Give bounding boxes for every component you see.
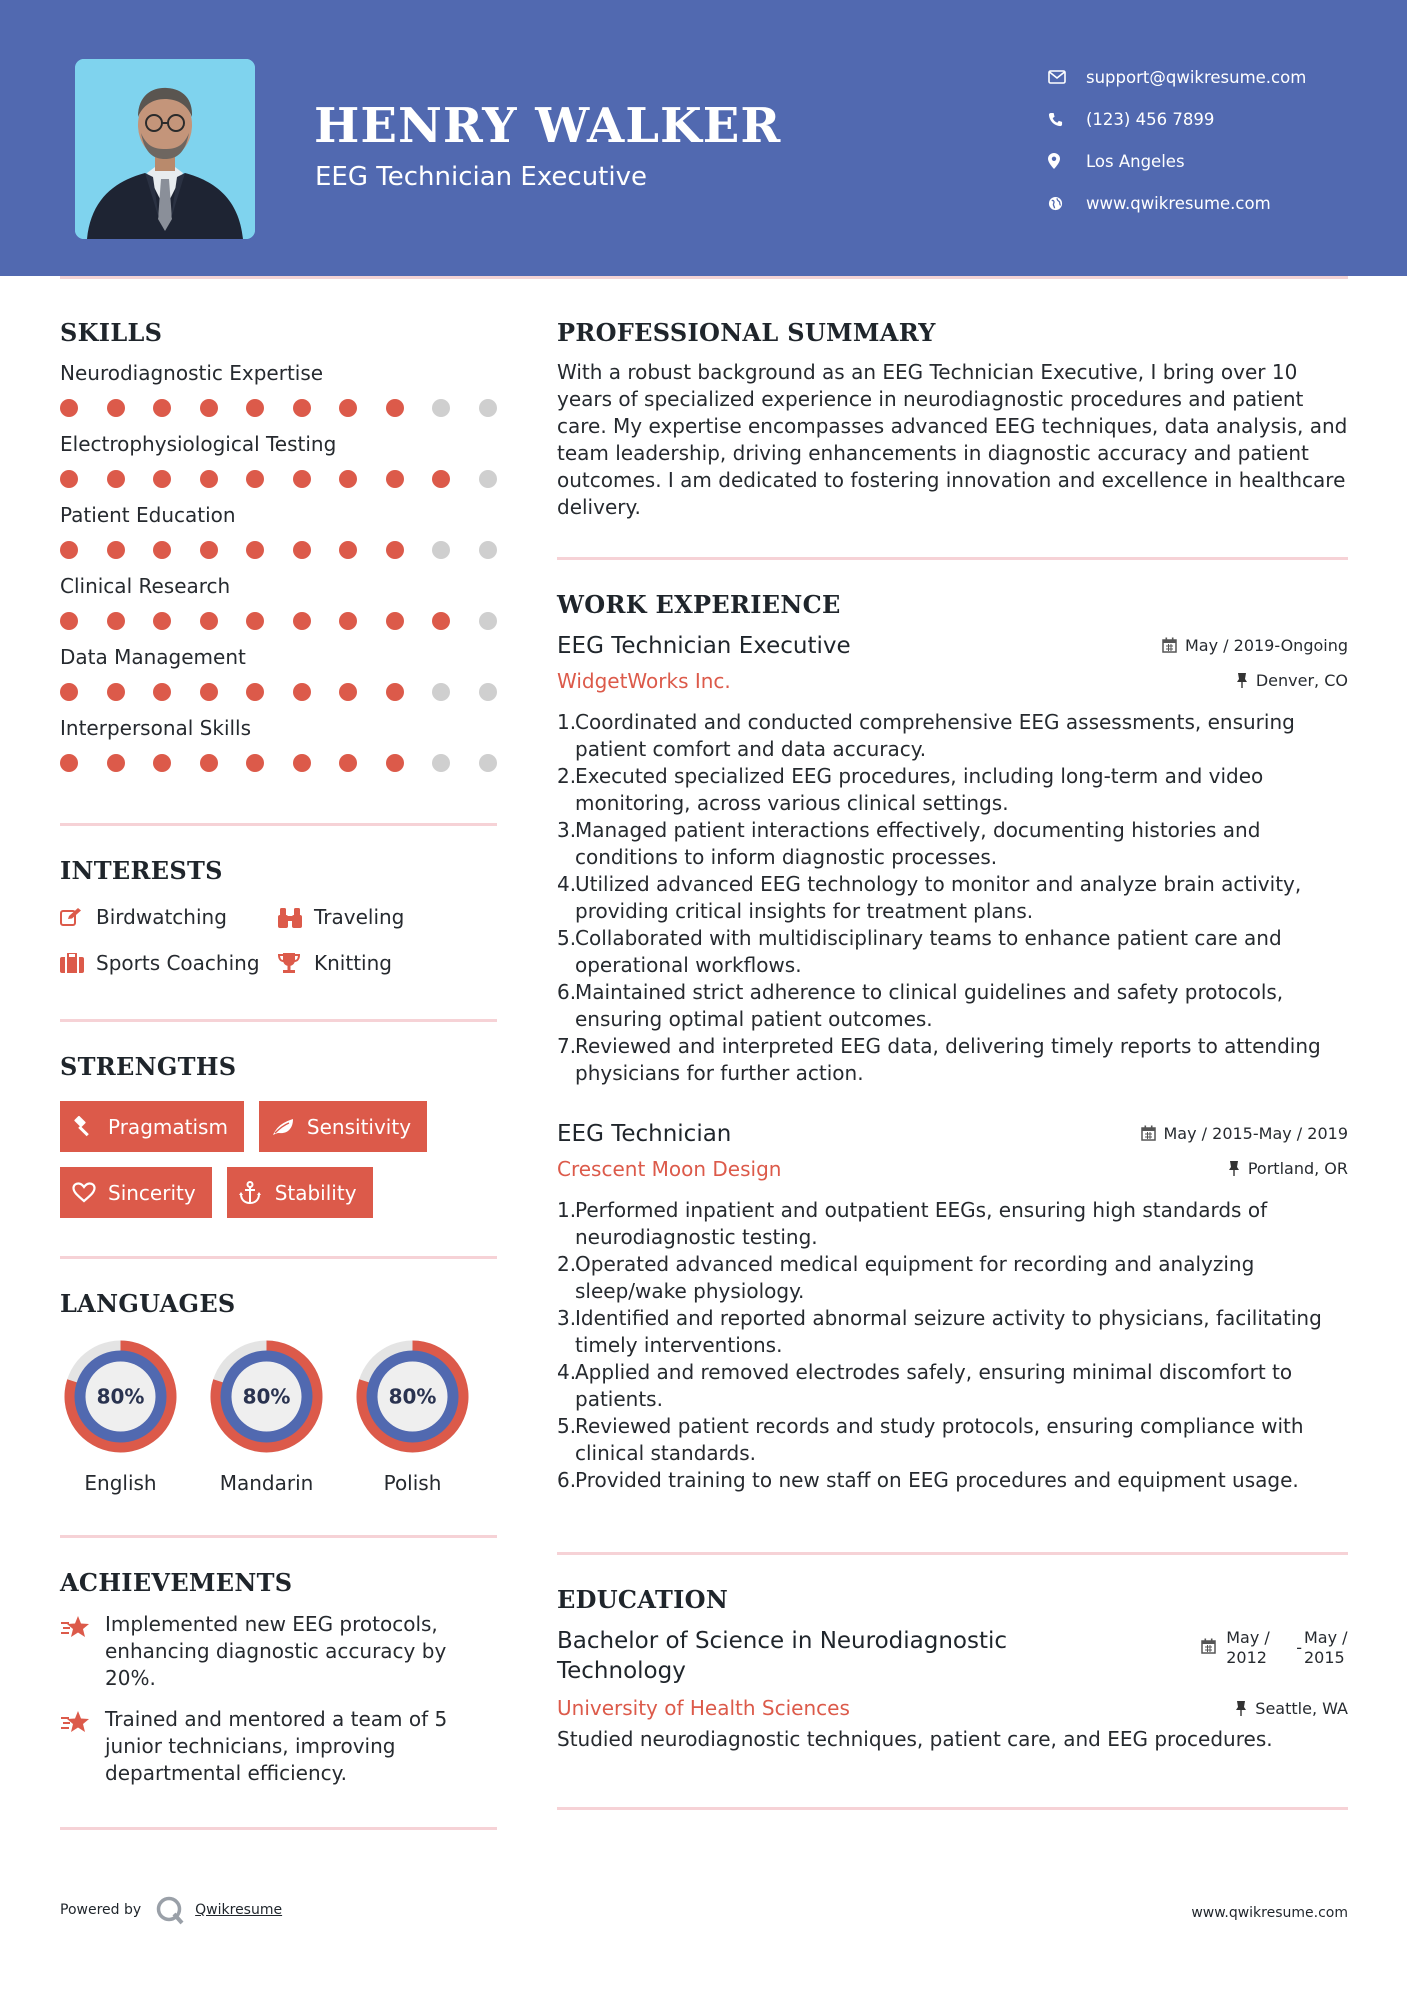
skills-heading: SKILLS [60,318,163,347]
duty-item [557,1413,1348,1467]
duty-number: 2. [557,1252,577,1276]
job-location-text: Portland, OR [1247,1158,1348,1178]
contact-phone[interactable] [1048,98,1378,140]
calendar-icon [1141,1125,1156,1141]
education-description: Studied neurodiagnostic techniques, patient care, and EEG procedures. [557,1727,1273,1751]
strengths-heading: STRENGTHS [60,1052,237,1081]
rating-dot-filled [153,683,171,701]
job-dates-text: May / 2019-Ongoing [1185,635,1348,655]
duty-number: 4. [557,872,577,896]
skill-name: Electrophysiological Testing [60,432,337,456]
section-divider [60,1827,497,1830]
rating-dot-filled [153,470,171,488]
education-school: University of Health Sciences [557,1696,850,1720]
rating-dot-filled [339,541,357,559]
job-location [1228,1159,1348,1178]
rating-dot-filled [246,541,264,559]
candidate-title: EEG Technician Executive [315,162,647,192]
strength-badge [259,1101,427,1152]
section-divider [60,823,497,826]
rating-dot-filled [246,754,264,772]
education-location [1235,1699,1348,1718]
rating-dot-filled [200,399,218,417]
job-dates-text: May / 2015-May / 2019 [1163,1123,1348,1143]
pushpin-icon [1236,672,1248,688]
rating-dot-empty [479,612,497,630]
strength-label: Stability [274,1180,357,1205]
job-dates [1141,1124,1349,1143]
right-column [557,318,1348,1810]
duty-text: Reviewed and interpreted EEG data, delivering timely reports to attending physicians for further action. [575,1034,1321,1085]
briefcase-icon [60,953,96,973]
summary-heading: PROFESSIONAL SUMMARY [557,318,936,347]
duty-number: 4. [557,1360,577,1384]
education-dates [1201,1628,1348,1668]
achievements-heading: ACHIEVEMENTS [60,1568,293,1597]
rating-dot-filled [386,399,404,417]
language-item [352,1336,473,1495]
map-marker-icon [1048,151,1086,171]
rating-dot-filled [153,612,171,630]
education-degree: Bachelor of Science in Neurodiagnostic Technology [557,1628,1008,1684]
duty-item [557,925,1348,979]
contact-phone-text: (123) 456 7899 [1086,109,1215,129]
summary-text: With a robust background as an EEG Technician Executive, I bring over 10 years of specialized experience in neurodiagnostic procedures and patient care. My expertise encompasses advanced EEG techniques, data analysis, and team leadership, driving enhancements in diagnostic accuracy and patient outcomes. I am dedicated to fostering innovation and excellence in healthcare delivery. [557,360,1348,519]
job-title: EEG Technician [557,1121,732,1147]
skill-name: Patient Education [60,503,236,527]
rating-dot-filled [107,612,125,630]
rating-dot-filled [386,754,404,772]
rating-dot-filled [200,683,218,701]
skill-rating [60,470,497,489]
rating-dot-empty [432,683,450,701]
duty-text: Operated advanced medical equipment for recording and analyzing sleep/wake physiology. [575,1252,1255,1303]
rating-dot-filled [200,541,218,559]
skill-name: Clinical Research [60,574,231,598]
job-duties [557,1197,1348,1494]
trophy-icon [278,952,314,974]
rating-dot-filled [107,683,125,701]
rating-dot-filled [246,612,264,630]
rating-dot-filled [200,470,218,488]
strength-badge [60,1167,212,1218]
duty-number: 6. [557,1468,577,1492]
language-percent-label: 80% [388,1384,437,1409]
duty-item [557,1251,1348,1305]
qwikresume-logo-icon [155,1895,185,1925]
duty-number: 5. [557,926,577,950]
rating-dot-filled [107,754,125,772]
contact-website-text: www.qwikresume.com [1086,193,1271,213]
footer-powered [60,1895,282,1925]
rating-dot-filled [246,470,264,488]
job-company: Crescent Moon Design [557,1157,782,1181]
interest-label: Birdwatching [96,905,227,929]
duty-text: Utilized advanced EEG technology to monitor and analyze brain activity, providing critical insights for treatment plans. [575,872,1302,923]
qwikresume-link[interactable]: Qwikresume [195,1902,283,1918]
job-location [1236,671,1348,690]
strength-label: Sensitivity [306,1114,412,1139]
gavel-icon [72,1116,108,1138]
profile-photo [75,59,255,239]
language-name: Mandarin [219,1471,314,1495]
strengths-list [60,1101,497,1218]
rating-dot-empty [432,754,450,772]
language-name: English [84,1471,157,1495]
strength-label: Sincerity [108,1180,196,1205]
leaf-icon [271,1117,307,1137]
strength-label: Pragmatism [108,1114,228,1139]
achievement-text: Implemented new EEG protocols, enhancing diagnostic accuracy by 20%. [105,1612,447,1690]
pencil-square-icon [60,907,96,927]
rating-dot-filled [60,399,78,417]
rating-dot-empty [479,470,497,488]
interest-item [278,951,478,975]
rating-dot-filled [339,399,357,417]
rating-dot-filled [339,754,357,772]
rating-dot-filled [339,612,357,630]
calendar-icon [1162,637,1177,653]
duty-text: Identified and reported abnormal seizure activity to physicians, facilitating timely interventions. [575,1306,1322,1357]
interest-label: Traveling [314,905,405,929]
interest-item [60,951,278,975]
rating-dot-filled [293,470,311,488]
star-icon [60,1706,105,1787]
language-item [60,1336,181,1495]
rating-dot-filled [246,399,264,417]
language-progress-ring [352,1336,473,1457]
rating-dot-filled [153,399,171,417]
header-divider [60,276,1348,279]
language-item [206,1336,327,1495]
skill-name: Interpersonal Skills [60,716,252,740]
job-title: EEG Technician Executive [557,633,851,659]
duty-item [557,979,1348,1033]
job-location-text: Denver, CO [1255,670,1348,690]
calendar-icon [1201,1638,1216,1654]
interests-heading: INTERESTS [60,856,223,885]
pushpin-icon [1228,1160,1240,1176]
language-progress-ring [206,1336,327,1457]
section-divider [557,1807,1348,1810]
rating-dot-filled [386,612,404,630]
interest-label: Knitting [314,951,392,975]
rating-dot-filled [432,612,450,630]
language-progress-ring [60,1336,181,1457]
globe-icon [1048,193,1086,213]
duty-number: 5. [557,1414,577,1438]
rating-dot-filled [293,683,311,701]
achievement-item [60,1706,497,1787]
rating-dot-filled [386,683,404,701]
duty-item [557,1359,1348,1413]
duty-text: Reviewed patient records and study protocols, ensuring compliance with clinical standards. [575,1414,1304,1465]
rating-dot-filled [107,541,125,559]
rating-dot-empty [432,399,450,417]
skill-name: Data Management [60,645,246,669]
duty-number: 7. [557,1034,577,1058]
phone-icon [1048,109,1086,129]
rating-dot-filled [293,612,311,630]
rating-dot-filled [293,399,311,417]
language-percent-label: 80% [242,1384,291,1409]
rating-dot-filled [153,541,171,559]
duty-number: 3. [557,1306,577,1330]
duty-item [557,763,1348,817]
skill-name: Neurodiagnostic Expertise [60,361,324,385]
education-date-separator: - [1296,1638,1302,1657]
contact-email-text: support@qwikresume.com [1086,67,1307,87]
binoculars-icon [278,906,314,928]
anchor-icon [239,1181,275,1205]
language-percent-label: 80% [96,1384,145,1409]
skill-rating [60,683,497,702]
skill-rating [60,541,497,560]
interest-label: Sports Coaching [96,951,260,975]
job-entry [557,633,1348,1087]
job-duties [557,709,1348,1087]
duty-item [557,871,1348,925]
contact-list [1048,56,1378,224]
section-divider [60,1535,497,1538]
heart-icon [72,1182,108,1203]
rating-dot-filled [339,683,357,701]
duty-item [557,1197,1348,1251]
experience-heading: WORK EXPERIENCE [557,590,841,619]
section-divider [60,1019,497,1022]
rating-dot-filled [60,683,78,701]
job-entry [557,1121,1348,1494]
achievement-item [60,1611,497,1692]
rating-dot-filled [60,754,78,772]
skill-rating [60,399,497,418]
contact-website[interactable] [1048,182,1378,224]
rating-dot-empty [479,399,497,417]
job-dates [1162,636,1348,655]
rating-dot-filled [339,470,357,488]
education-entry [557,1626,1348,1753]
interest-item [278,905,478,929]
languages-heading: LANGUAGES [60,1289,236,1318]
language-name: Polish [383,1471,442,1495]
skill-rating [60,754,497,773]
duty-text: Performed inpatient and outpatient EEGs, ensuring high standards of neurodiagnostic testing. [575,1198,1268,1249]
skills-list [60,361,497,773]
contact-email[interactable] [1048,56,1378,98]
duty-text: Provided training to new staff on EEG procedures and equipment usage. [575,1468,1299,1492]
interests-list [60,905,497,975]
rating-dot-filled [200,754,218,772]
duty-text: Maintained strict adherence to clinical guidelines and safety protocols, ensuring optimal patient outcomes. [575,980,1284,1031]
candidate-name: HENRY WALKER [314,98,782,154]
duty-text: Managed patient interactions effectively, documenting histories and conditions to inform diagnostic processes. [575,818,1261,869]
rating-dot-empty [432,541,450,559]
education-start: May / 2012 [1226,1628,1270,1667]
duty-item [557,817,1348,871]
powered-by-text: Powered by [60,1902,142,1918]
duty-number: 2. [557,764,577,788]
section-divider [60,1256,497,1259]
duty-text: Executed specialized EEG procedures, including long-term and video monitoring, across various clinical settings. [575,764,1264,815]
rating-dot-filled [386,470,404,488]
rating-dot-filled [60,612,78,630]
rating-dot-filled [386,541,404,559]
skill-rating [60,612,497,631]
star-icon [60,1611,105,1692]
contact-location-text: Los Angeles [1086,151,1185,171]
duty-number: 1. [557,710,577,734]
rating-dot-filled [432,470,450,488]
duty-text: Applied and removed electrodes safely, ensuring minimal discomfort to patients. [575,1360,1293,1411]
achievement-text: Trained and mentored a team of 5 junior technicians, improving departmental efficiency. [105,1707,448,1785]
languages-list [60,1336,497,1495]
duty-number: 1. [557,1198,577,1222]
section-divider [557,1552,1348,1555]
duty-item [557,1033,1348,1087]
duty-item [557,1305,1348,1359]
contact-location [1048,140,1378,182]
duty-number: 3. [557,818,577,842]
rating-dot-empty [479,541,497,559]
pushpin-icon [1235,1700,1247,1716]
strength-badge [60,1101,244,1152]
envelope-icon [1048,67,1086,87]
rating-dot-empty [479,683,497,701]
rating-dot-filled [153,754,171,772]
footer-url[interactable]: www.qwikresume.com [1191,1905,1348,1921]
education-end: May / 2015 [1304,1628,1348,1667]
rating-dot-filled [200,612,218,630]
achievements-list [60,1611,497,1787]
rating-dot-empty [479,754,497,772]
resume-header [0,0,1407,276]
duty-text: Collaborated with multidisciplinary teams to enhance patient care and operational workflows. [575,926,1282,977]
interest-item [60,905,278,929]
education-location-text: Seattle, WA [1255,1698,1348,1718]
rating-dot-filled [293,754,311,772]
rating-dot-filled [293,541,311,559]
duty-number: 6. [557,980,577,1004]
rating-dot-filled [60,541,78,559]
rating-dot-filled [107,399,125,417]
strength-badge [227,1167,373,1218]
education-heading: EDUCATION [557,1585,729,1614]
job-company: WidgetWorks Inc. [557,669,731,693]
duty-item [557,709,1348,763]
jobs-list [557,633,1348,1494]
rating-dot-filled [60,470,78,488]
rating-dot-filled [107,470,125,488]
rating-dot-filled [246,683,264,701]
left-column [60,318,497,1830]
section-divider [557,557,1348,560]
duty-text: Coordinated and conducted comprehensive EEG assessments, ensuring patient comfort and data accuracy. [575,710,1295,761]
duty-item [557,1467,1348,1494]
